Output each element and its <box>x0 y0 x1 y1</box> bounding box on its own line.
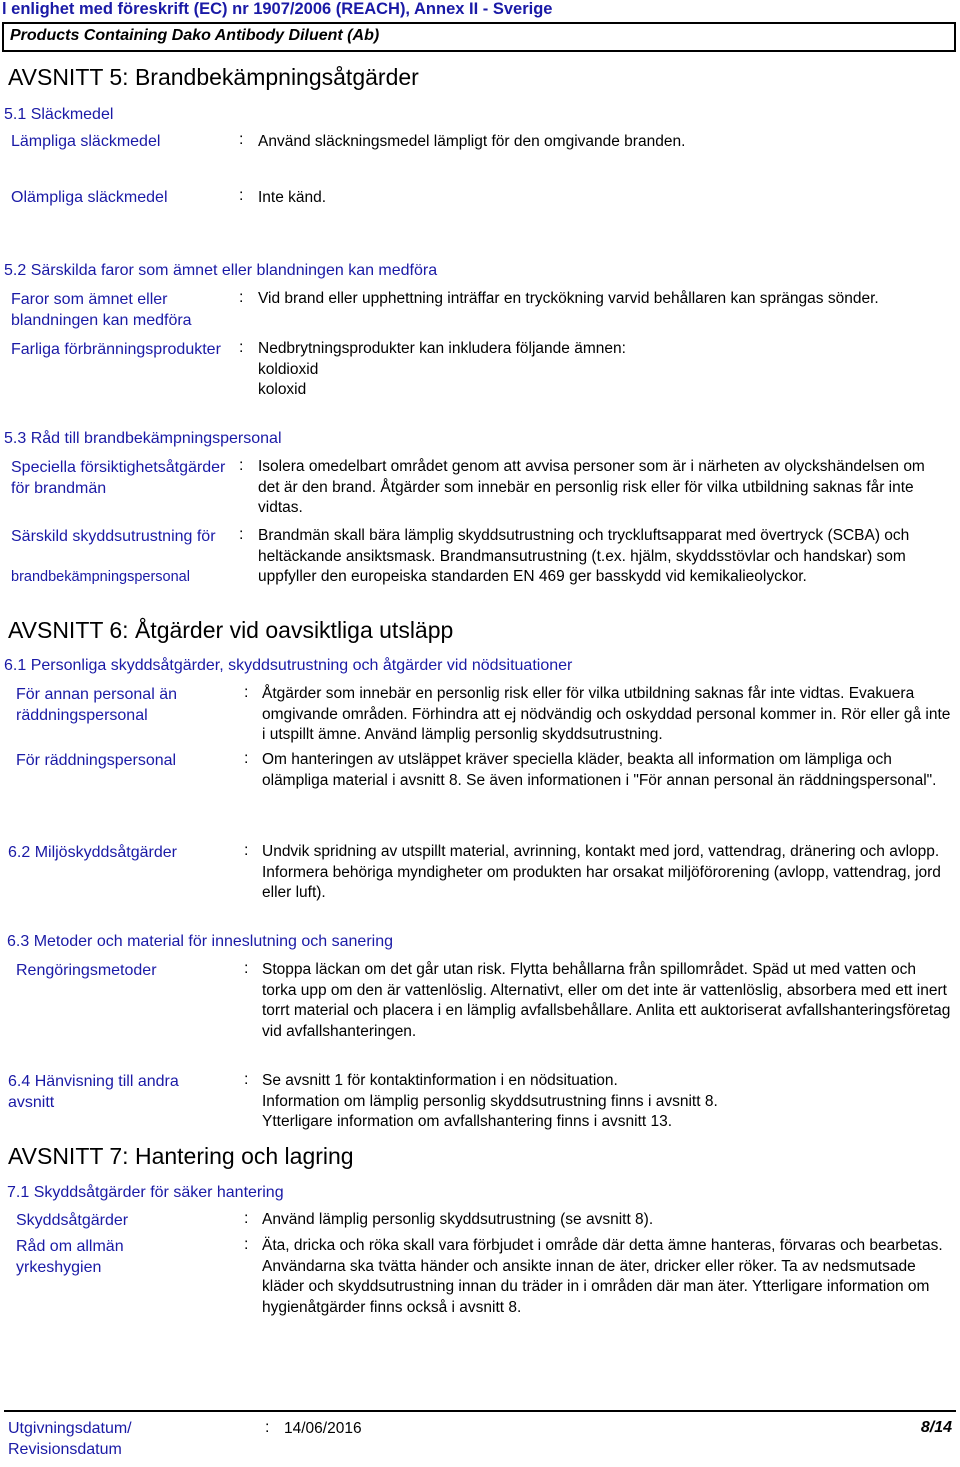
non-emergency-personnel-label: För annan personal än räddningspersonal <box>16 686 177 724</box>
suitable-media-value: Använd släckningsmedel lämpligt för den omgivande branden. <box>258 133 686 150</box>
subsection-6-3-heading: 6.3 Metoder och material för inneslutning och sanering <box>7 933 393 950</box>
combustion-product-item: koloxid <box>258 381 307 398</box>
colon: : <box>265 1419 270 1436</box>
footer-rule <box>4 1410 956 1412</box>
subsection-7-1-heading: 7.1 Skyddsåtgärder för säker hantering <box>7 1184 284 1201</box>
colon: : <box>244 684 249 701</box>
regulation-title: l enlighet med föreskrift (EC) nr 1907/2006 (REACH), Annex II - Sverige <box>2 0 553 18</box>
reference-sections-label: 6.4 Hänvisning till andra avsnitt <box>8 1073 179 1111</box>
combustion-products-value: Nedbrytningsprodukter kan inkludera följande ämnen: <box>258 340 626 357</box>
subsection-5-1-heading: 5.1 Släckmedel <box>4 106 114 123</box>
suitable-media-label: Lämpliga släckmedel <box>11 133 161 150</box>
emergency-responders-label: För räddningspersonal <box>16 752 177 769</box>
protective-measures-value: Använd lämplig personlig skyddsutrustning (se avsnitt 8). <box>262 1211 654 1228</box>
subsection-5-2-heading: 5.2 Särskilda faror som ämnet eller blandningen kan medföra <box>4 262 438 279</box>
subsection-5-3-heading: 5.3 Råd till brandbekämpningspersonal <box>4 430 282 447</box>
colon: : <box>239 187 244 204</box>
reference-sections-value: Ytterligare information om avfallshantering finns i avsnitt 13. <box>262 1113 673 1130</box>
cleanup-methods-label: Rengöringsmetoder <box>16 962 157 979</box>
reference-sections-value: Information om lämplig personlig skyddsutrustning finns i avsnitt 8. <box>262 1093 718 1110</box>
occupational-hygiene-value: Äta, dricka och röka skall vara förbjudet i område där detta ämne hanteras, förvaras och bearbetas. Användarna ska tvätta händer och ansikte innan de äter, dricker eller röker. Ta av nedsmutsade kläder och skyddsutrustning innan du träder in i områden där man äter. Ytterligare information om hygienåtgärder finns också i avsnitt 8. <box>262 1237 943 1316</box>
unsuitable-media-label: Olämpliga släckmedel <box>11 189 168 206</box>
product-title: Products Containing Dako Antibody Diluent (Ab) <box>10 27 380 44</box>
subsection-6-1-heading: 6.1 Personliga skyddsåtgärder, skyddsutrustning och åtgärder vid nödsituationer <box>4 657 573 674</box>
footer-date-value: 14/06/2016 <box>284 1420 362 1437</box>
firefighter-equipment-label-line2: brandbekämpningspersonal <box>11 569 190 585</box>
footer-date-label: Utgivningsdatum/ Revisionsdatum <box>8 1420 132 1458</box>
section-5-title: AVSNITT 5: Brandbekämpningsåtgärder <box>8 64 419 90</box>
colon: : <box>244 1071 249 1088</box>
combustion-products-label: Farliga förbränningsprodukter <box>11 341 221 358</box>
colon: : <box>239 457 244 474</box>
colon: : <box>244 1210 249 1227</box>
environmental-precautions-value: Undvik spridning av utspillt material, avrinning, kontakt med jord, vattendrag, dränering och avlopp. Informera behöriga myndigheter om produkten har orsakat miljöförorening (avlopp, vattendrag, jord eller luft). <box>262 843 941 901</box>
protective-measures-label: Skyddsåtgärder <box>16 1212 129 1229</box>
environmental-precautions-label: 6.2 Miljöskyddsåtgärder <box>8 844 177 861</box>
firefighter-equipment-label: Särskild skyddsutrustning för <box>11 528 216 545</box>
colon: : <box>244 842 249 859</box>
colon: : <box>244 960 249 977</box>
section-7-title: AVSNITT 7: Hantering och lagring <box>8 1143 354 1169</box>
combustion-product-item: koldioxid <box>258 361 319 378</box>
non-emergency-personnel-value: Åtgärder som innebär en personlig risk eller för vilka utbildning saknas får inte vidtas. Evakuera omgivande områden. Förhindra att ej nödvändig och oskyddad personal kommer in. Rör eller gå inte i utspillt ämne. Använd lämplig personlig skyddsutrustning. <box>262 685 951 743</box>
emergency-responders-value: Om hanteringen av utsläppet kräver speciella kläder, beakta all information om lämpliga och olämpliga material i avsnitt 8. Se även informationen i "För annan personal än räddningspersonal". <box>262 751 937 789</box>
product-title-box <box>2 22 956 52</box>
occupational-hygiene-label: Råd om allmän yrkeshygien <box>16 1238 124 1276</box>
colon: : <box>239 289 244 306</box>
unsuitable-media-value: Inte känd. <box>258 189 327 206</box>
colon: : <box>239 339 244 356</box>
section-6-title: AVSNITT 6: Åtgärder vid oavsiktliga utsläpp <box>8 617 454 643</box>
colon: : <box>239 526 244 543</box>
firefighter-equipment-value: Brandmän skall bära lämplig skyddsutrustning och tryckluftsapparat med övertryck (SCBA) och heltäckande ansiktsmask. Brandmansutrustning (t.ex. hjälm, skyddsstövlar och handskar) som uppfyller den europeiska standarden EN 469 ger basskydd vid kemikalieolyckor. <box>258 527 910 585</box>
specific-hazards-label: Faror som ämnet eller blandningen kan medföra <box>11 291 192 329</box>
firefighter-precautions-label: Speciella försiktighetsåtgärder för brandmän <box>11 459 226 497</box>
colon: : <box>239 131 244 148</box>
specific-hazards-value: Vid brand eller upphettning inträffar en tryckökning varvid behållaren kan sprängas sönder. <box>258 290 879 307</box>
colon: : <box>244 1236 249 1253</box>
cleanup-methods-value: Stoppa läckan om det går utan risk. Flytta behållarna från spillområdet. Späd ut med vatten och torka upp om den är vattenlöslig. Alternativt, eller om det inte är vattenlöslig, absorbera med ett inert torrt material och placera i en lämplig avfallsbehållare. Anlita ett auktoriserat avfallshanteringsföretag vid avfallshanteringen. <box>262 961 951 1040</box>
page-number: 8/14 <box>920 1419 952 1436</box>
colon: : <box>244 750 249 767</box>
reference-sections-value: Se avsnitt 1 för kontaktinformation i en nödsituation. <box>262 1072 618 1089</box>
firefighter-precautions-value: Isolera omedelbart området genom att avvisa personer som är i närheten av olyckshändelsen om det är den brand. Åtgärder som innebär en personlig risk eller för vilka utbildning saknas får inte vidtas. <box>258 458 925 516</box>
